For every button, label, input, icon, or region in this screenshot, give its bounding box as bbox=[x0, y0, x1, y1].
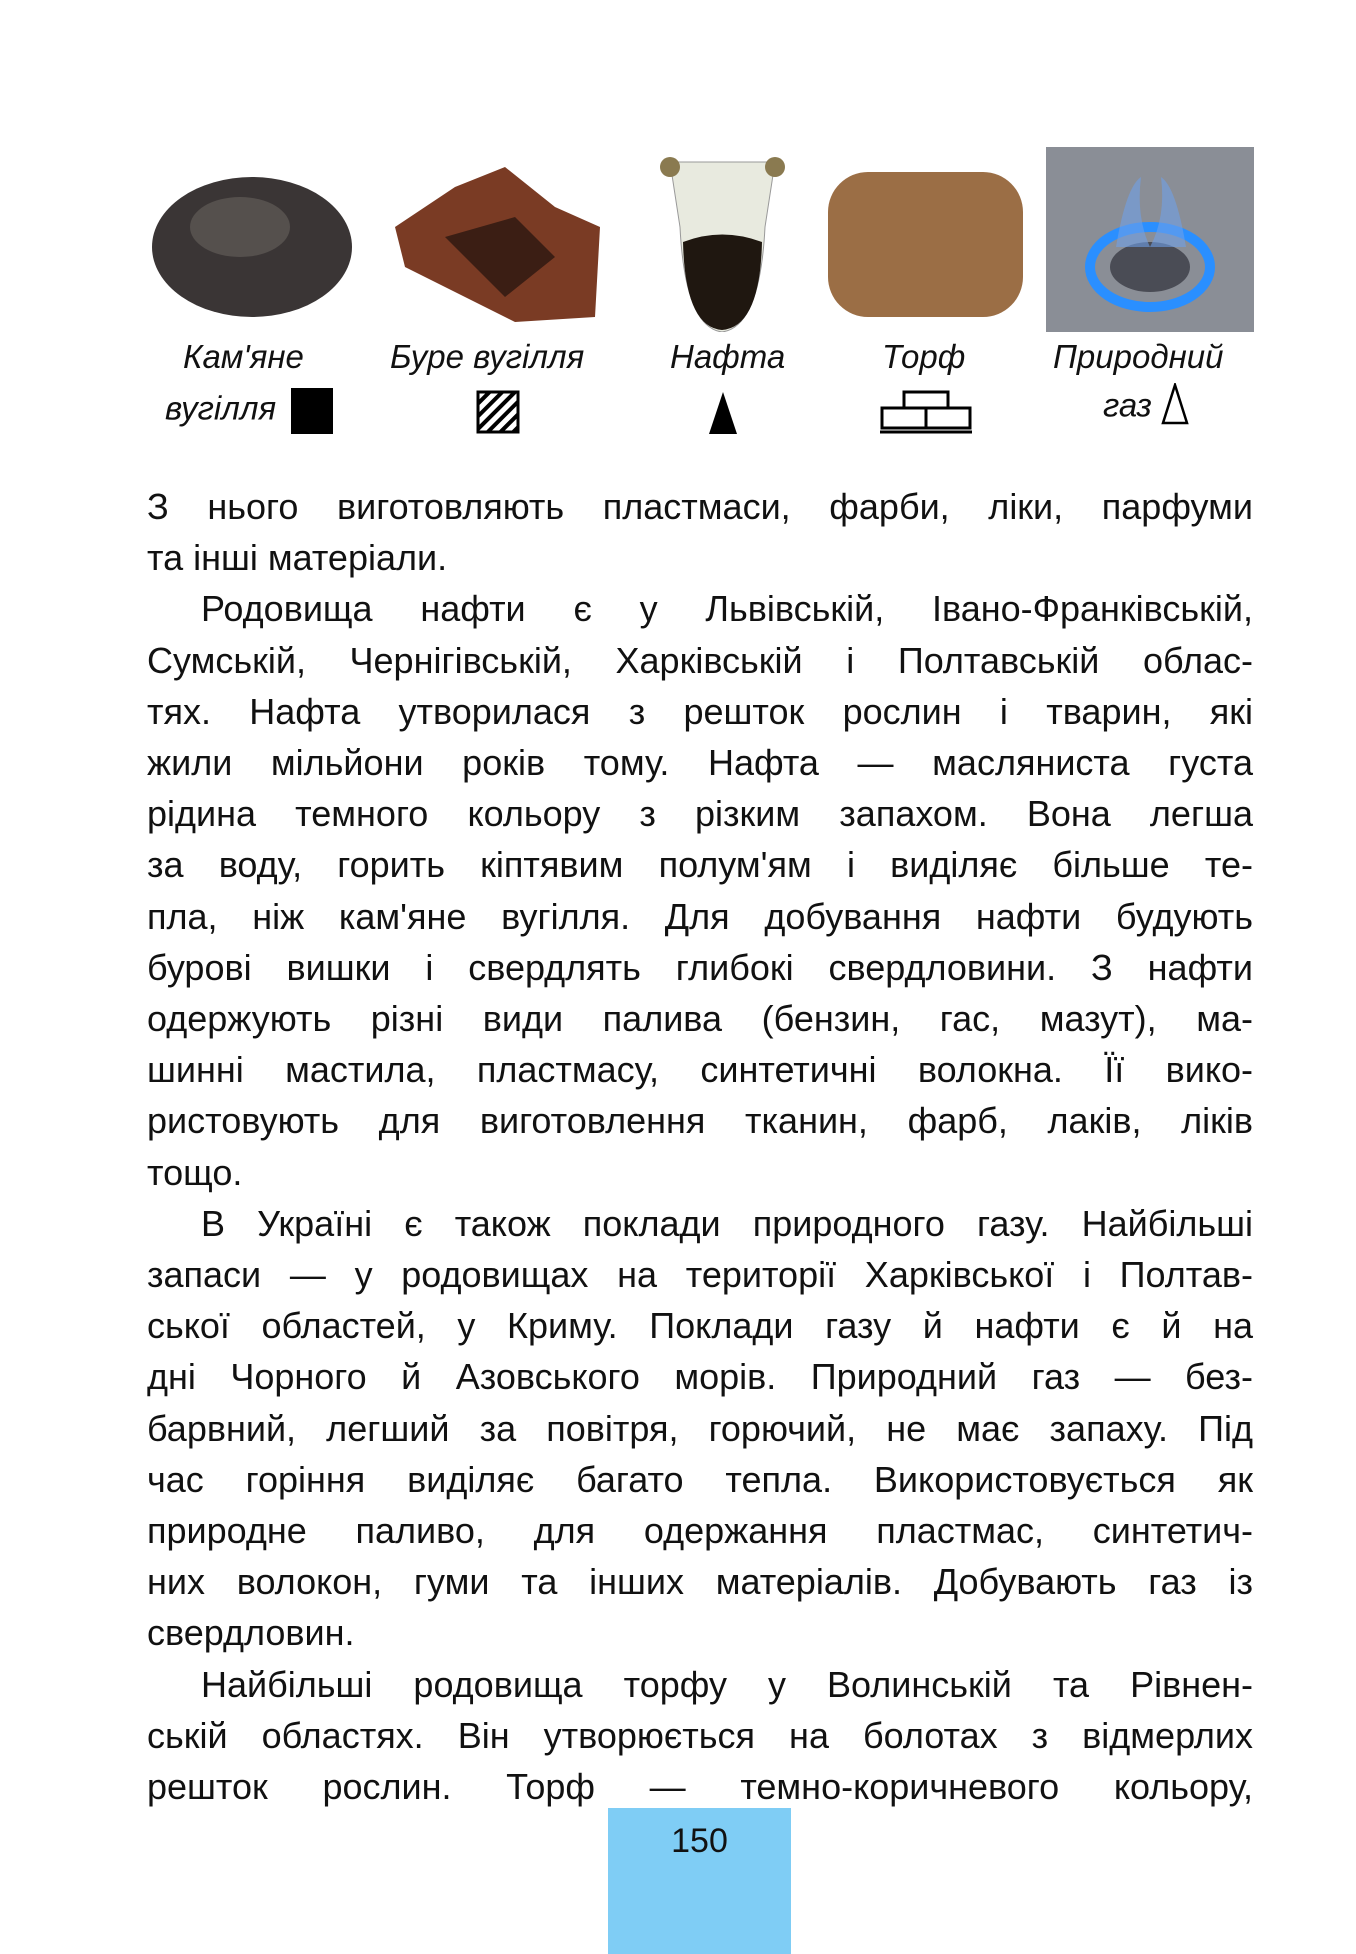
text-line: шинні мастила, пластмасу, синтетичні волокна. Її вико- bbox=[147, 1049, 1253, 1091]
text-line: ській областях. Він утворюється на болотах з відмерлих bbox=[147, 1714, 1253, 1756]
text-line: рідина темного кольору з різким запахом. Вона легша bbox=[147, 793, 1253, 835]
text-line: запаси — у родовищах на території Харківської і Полтав- bbox=[147, 1254, 1253, 1295]
text-line: бурові вишки і свердлять глибокі свердловини. З нафти bbox=[147, 946, 1253, 988]
text-line: свердловин. bbox=[147, 1612, 355, 1654]
text-line: дні Чорного й Азовського морів. Природний газ — без- bbox=[147, 1356, 1253, 1398]
text-line: тощо. bbox=[147, 1151, 243, 1193]
text-line: та інші матеріали. bbox=[147, 537, 448, 579]
text-line: час горіння виділяє багато тепла. Використовується як bbox=[147, 1458, 1253, 1500]
gas-label-line2 bbox=[1103, 383, 1189, 433]
gas-label-text: газ bbox=[1103, 386, 1152, 424]
page-number: 150 bbox=[671, 1822, 728, 1860]
text-line: З нього виготовляють пластмаси, фарби, ліки, парфуми bbox=[147, 486, 1253, 527]
gas-flame-photo bbox=[1046, 147, 1254, 332]
peat-bricks-icon bbox=[880, 390, 972, 442]
peat-photo bbox=[823, 147, 1028, 332]
coal-photo bbox=[150, 147, 355, 332]
coal-label: Кам'яне bbox=[183, 338, 304, 375]
outline-triangle-icon bbox=[1161, 383, 1189, 433]
oil-label: Нафта bbox=[670, 338, 786, 375]
text-line: ської областей, у Криму. Поклади газу й нафти є й на bbox=[147, 1305, 1253, 1347]
text-line: них волокон, гуми та інших матеріалів. Добувають газ із bbox=[147, 1561, 1253, 1603]
text-line: одержують різні види палива (бензин, гас, мазут), ма- bbox=[147, 998, 1253, 1039]
text-line: Сумській, Чернігівській, Харківській і Полтавській облас- bbox=[147, 639, 1253, 681]
text-line: жили мільйони років тому. Нафта — масляниста густа bbox=[147, 742, 1253, 783]
text-line: ристовують для виготовлення тканин, фарб, лаків, ліків bbox=[147, 1100, 1253, 1142]
page-number-box bbox=[608, 1808, 791, 1954]
coal-label-line2 bbox=[165, 388, 333, 434]
text-line: за воду, горить кіптявим полум'ям і виділяє більше те- bbox=[147, 844, 1253, 886]
hatched-square-icon bbox=[476, 390, 520, 442]
text-line: Найбільші родовища торфу у Волинській та Рівнен- bbox=[201, 1663, 1253, 1705]
black-square-icon bbox=[291, 388, 333, 434]
oil-flask-photo bbox=[655, 147, 790, 332]
brown-coal-photo bbox=[385, 147, 610, 332]
gas-label: Природний bbox=[1053, 338, 1224, 375]
text-line: Родовища нафти є у Львівській, Івано-Франківській, bbox=[201, 588, 1253, 630]
coal-label-text: вугілля bbox=[165, 389, 277, 427]
text-line: пла, ніж кам'яне вугілля. Для добування нафти будують bbox=[147, 895, 1253, 937]
black-triangle-icon bbox=[708, 392, 738, 442]
text-line: решток рослин. Торф — темно-коричневого кольору, bbox=[147, 1766, 1253, 1807]
text-line: барвний, легший за повітря, горючий, не має запаху. Під bbox=[147, 1407, 1253, 1449]
peat-label: Торф bbox=[882, 338, 966, 375]
text-line: В Україні є також поклади природного газу. Найбільші bbox=[201, 1202, 1253, 1244]
text-line: природне паливо, для одержання пластмас, синтетич- bbox=[147, 1510, 1253, 1551]
brown-coal-label: Буре вугілля bbox=[390, 338, 585, 375]
text-line: тях. Нафта утворилася з решток рослин і тварин, які bbox=[147, 690, 1253, 732]
